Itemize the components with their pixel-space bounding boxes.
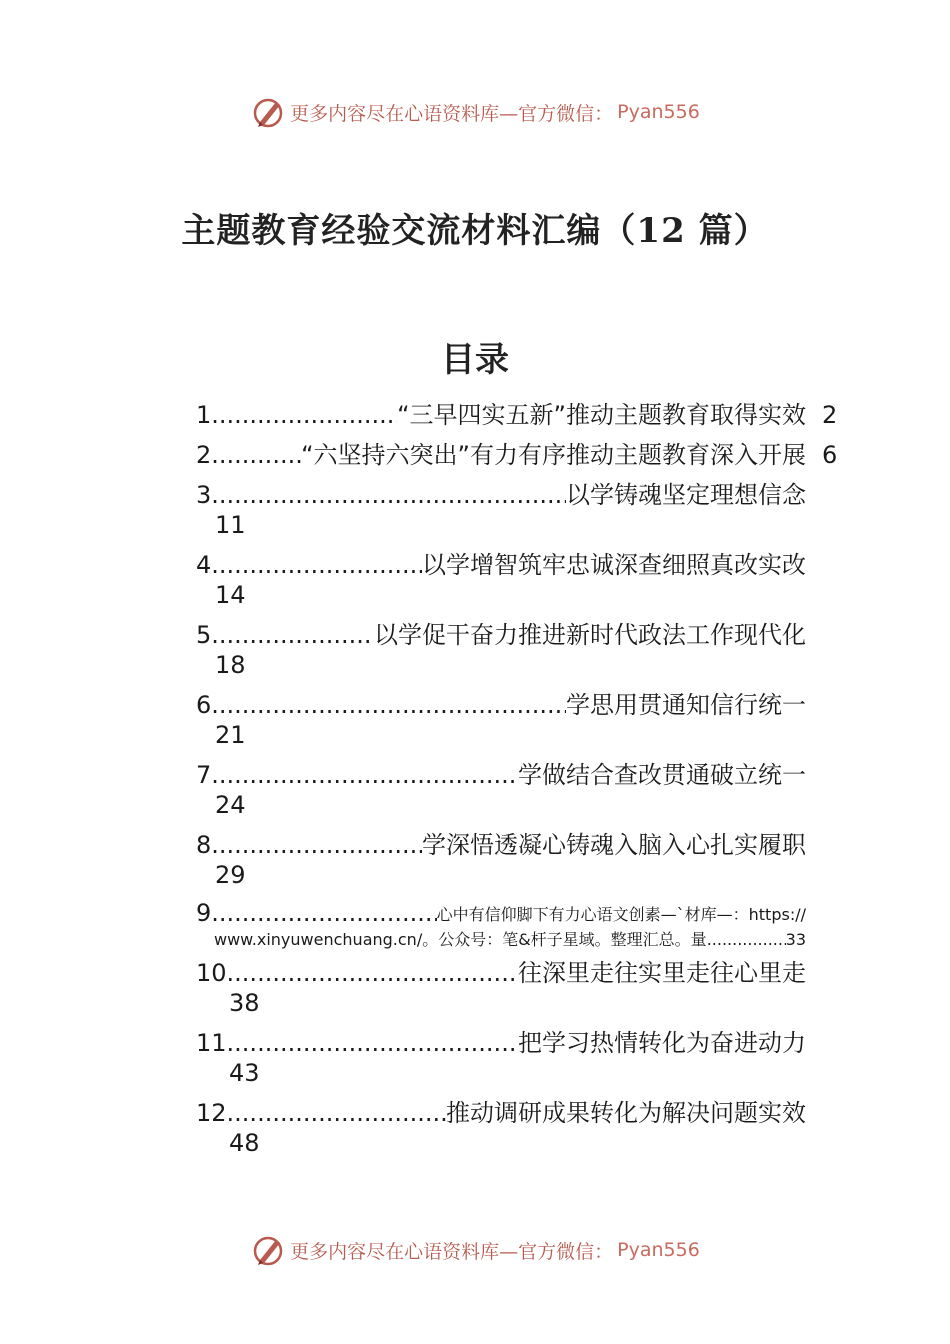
toc-entry-11[interactable] (196, 1028, 846, 1098)
toc-entry-page: 38 (229, 989, 260, 1017)
toc-entry-title: 以学促干奋力推进新时代政法工作现代化 (374, 621, 806, 649)
toc-entry-page: 24 (215, 791, 246, 819)
toc-leader-dots (211, 690, 566, 720)
toc-leader-dots (211, 620, 374, 650)
toc-leader-dots (211, 480, 566, 510)
toc-entry-title: 学思用贯通知信行统一 (566, 691, 806, 719)
toc-entry-number: 7 (196, 761, 212, 789)
toc-entry-number: 6 (196, 691, 212, 719)
toc-entry-page: 6 (822, 441, 838, 469)
toc-entry-number: 5 (196, 621, 212, 649)
toc-leader-dots (227, 958, 518, 988)
toc-entry-title: 学深悟透凝心铸魂入脑入心扎实履职 (422, 831, 806, 859)
toc-leader-dots (707, 928, 786, 952)
toc-entry-number: 8 (196, 831, 212, 859)
toc-entry-8[interactable] (196, 830, 846, 900)
toc-entry-number: 3 (196, 481, 212, 509)
toc-entry-number: 9 (196, 899, 212, 927)
toc-entry-page: 48 (229, 1129, 260, 1157)
watermark-text: 更多内容尽在心语资料库—官方微信： (290, 1240, 614, 1263)
toc-leader-dots (211, 550, 422, 580)
watermark-banner-bottom (0, 1232, 950, 1268)
toc-entry-title-continuation: www.xinyuwenchuang.cn/。公众号：笔&杆子星域。整理汇总。量 (214, 930, 707, 949)
toc-entry-12[interactable] (196, 1098, 846, 1168)
document-title: 主题教育经验交流材料汇编（12 篇） (181, 211, 769, 251)
toc-entry-4[interactable] (196, 550, 846, 620)
toc-leader-dots (211, 440, 301, 470)
toc-entry-title: “三早四实五新”推动主题教育取得实效 (397, 401, 806, 429)
toc-entry-number: 10 (196, 959, 227, 987)
toc-leader-dots (227, 1028, 518, 1058)
toc-entry-page: 33 (785, 930, 806, 949)
toc-entry-number: 1 (196, 401, 212, 429)
toc-entry-7[interactable] (196, 760, 846, 830)
watermark-banner-top (0, 94, 950, 130)
toc-entry-number: 4 (196, 551, 212, 579)
toc-leader-dots (211, 400, 397, 430)
toc-entry-title: 把学习热情转化为奋进动力 (518, 1029, 806, 1057)
toc-leader-dots (227, 1098, 446, 1128)
toc-entry-title: 推动调研成果转化为解决问题实效 (446, 1099, 806, 1127)
toc-entry-2[interactable] (196, 440, 846, 480)
toc-entry-3[interactable] (196, 480, 846, 550)
toc-heading: 目录 (441, 340, 509, 380)
pen-logo-icon (250, 1232, 286, 1268)
toc-entry-title: 学做结合查改贯通破立统一 (518, 761, 806, 789)
toc-entry-title: “六坚持六突出”有力有序推动主题教育深入开展 (301, 441, 806, 469)
toc-entry-title: 往深里走往实里走往心里走 (518, 959, 806, 987)
pen-logo-icon (250, 94, 286, 130)
toc-entry-6[interactable] (196, 690, 846, 760)
toc-leader-dots (211, 900, 436, 928)
toc-entry-number: 12 (196, 1099, 227, 1127)
toc-entry-title: 心中有信仰脚下有力心语文创素—`材库—：https:// (436, 905, 806, 924)
toc-entry-number: 2 (196, 441, 212, 469)
watermark-handle: Pyan556 (617, 101, 700, 123)
toc-leader-dots (211, 760, 518, 790)
toc-entry-page: 29 (215, 861, 246, 889)
toc-leader-dots (211, 830, 422, 860)
toc-entry-page: 11 (215, 511, 246, 539)
watermark-text: 更多内容尽在心语资料库—官方微信： (290, 102, 614, 125)
toc-entry-5[interactable] (196, 620, 846, 690)
toc-entry-10[interactable] (196, 958, 846, 1028)
toc-entry-page: 21 (215, 721, 246, 749)
toc-entry-page: 2 (822, 401, 838, 429)
watermark-handle: Pyan556 (617, 1239, 700, 1261)
toc-entry-number: 11 (196, 1029, 227, 1057)
toc-entry-1[interactable] (196, 400, 846, 440)
toc-entry-9[interactable] (196, 900, 846, 958)
toc-entry-title: 以学增智筑牢忠诚深查细照真改实改 (422, 551, 806, 579)
toc-entry-title: 以学铸魂坚定理想信念 (566, 481, 806, 509)
toc-entry-page: 43 (229, 1059, 260, 1087)
toc-entry-page: 14 (215, 581, 246, 609)
toc-entry-page: 18 (215, 651, 246, 679)
table-of-contents (196, 400, 846, 1168)
